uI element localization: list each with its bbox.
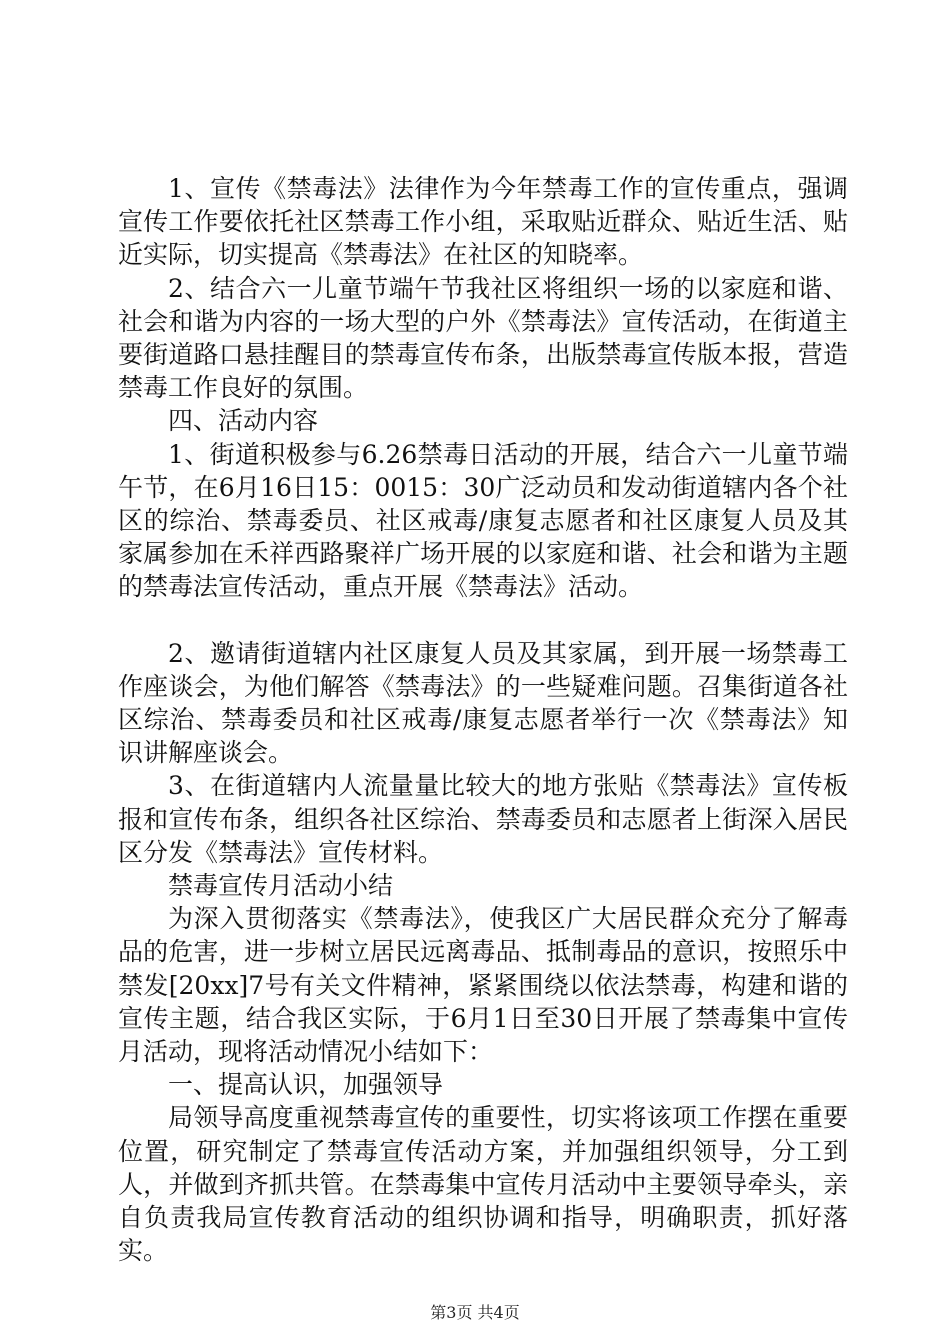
section-heading-activities: 四、活动内容 [168,406,319,436]
paragraph-publicity-focus: 1、宣传《禁毒法》法律作为今年禁毒工作的宣传重点，强调宣传工作要依托社区禁毒工作小组，采取贴近群众、贴近生活、贴近实际，切实提高《禁毒法》在社区的知晓率。 [118,174,848,270]
paragraph-activity-2: 2、邀请街道辖内社区康复人员及其家属，到开展一场禁毒工作座谈会，为他们解答《禁毒法》的一些疑难问题。召集街道各社区综治、禁毒委员和社区戒毒/康复志愿者举行一次《禁毒法》知识讲解座谈会。 [118,638,848,768]
paragraph-outdoor-campaign: 2、结合六一儿童节端午节我社区将组织一场的以家庭和谐、社会和谐为内容的一场大型的户外《禁毒法》宣传活动，在街道主要街道路口悬挂醒目的禁毒宣传布条，出版禁毒宣传版本报，营造禁毒工作良好的氛围。 [118,273,848,403]
paragraph-activity-1: 1、街道积极参与6.26禁毒日活动的开展，结合六一儿童节端午节，在6月16日15：0015：30广泛动员和发动街道辖内各个社区的综治、禁毒委员、社区戒毒/康复志愿者和社区康复人员及其家属参加在禾祥西路聚祥广场开展的以家庭和谐、社会和谐为主题的禁毒法宣传活动，重点开展《禁毒法》活动。 [118,439,848,602]
document-body [118,172,848,1268]
paragraph-leadership: 局领导高度重视禁毒宣传的重要性，切实将该项工作摆在重要位置，研究制定了禁毒宣传活动方案，并加强组织领导，分工到人，并做到齐抓共管。在禁毒集中宣传月活动中主要领导牵头，亲自负责我局宣传教育活动的组织协调和指导，明确职责，抓好落实。 [118,1103,848,1266]
page-footer: 第3页 共4页 [430,1303,520,1322]
paragraph-summary-intro: 为深入贯彻落实《禁毒法》，使我区广大居民群众充分了解毒品的危害，进一步树立居民远离毒品、抵制毒品的意识，按照乐中禁发[20xx]7号有关文件精神，紧紧围绕以依法禁毒，构建和谐的宣传主题，结合我区实际，于6月1日至30日开展了禁毒集中宣传月活动，现将活动情况小结如下： [118,904,848,1067]
paragraph-gap [118,604,848,637]
paragraph-activity-3: 3、在街道辖内人流量量比较大的地方张贴《禁毒法》宣传板报和宣传布条，组织各社区综治、禁毒委员和志愿者上街深入居民区分发《禁毒法》宣传材料。 [118,771,848,867]
summary-title: 禁毒宣传月活动小结 [168,871,394,901]
section-heading-leadership: 一、提高认识，加强领导 [168,1070,444,1100]
